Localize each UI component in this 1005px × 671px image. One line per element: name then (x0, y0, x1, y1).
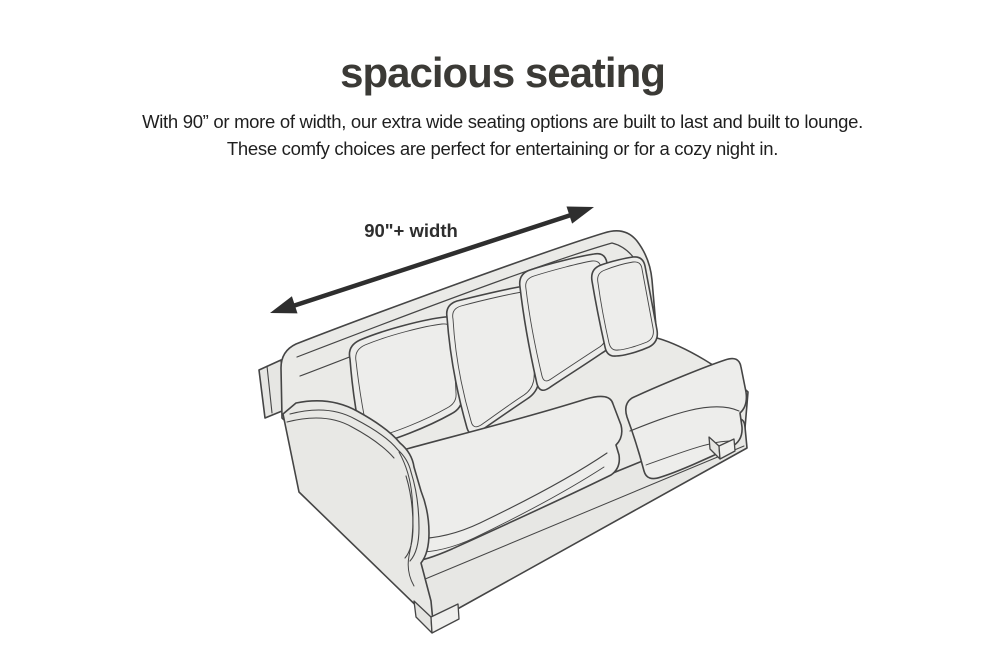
page-title: spacious seating (340, 49, 665, 96)
arrow-head-left-icon (270, 296, 298, 313)
description-line-2: These comfy choices are perfect for entertaining or for a cozy night in. (226, 138, 779, 159)
arrow-head-right-icon (567, 207, 595, 224)
dimension-label: 90"+ width (364, 220, 458, 241)
description-line-1: With 90” or more of width, our extra wide seating options are built to last and built to lounge. (142, 111, 863, 132)
